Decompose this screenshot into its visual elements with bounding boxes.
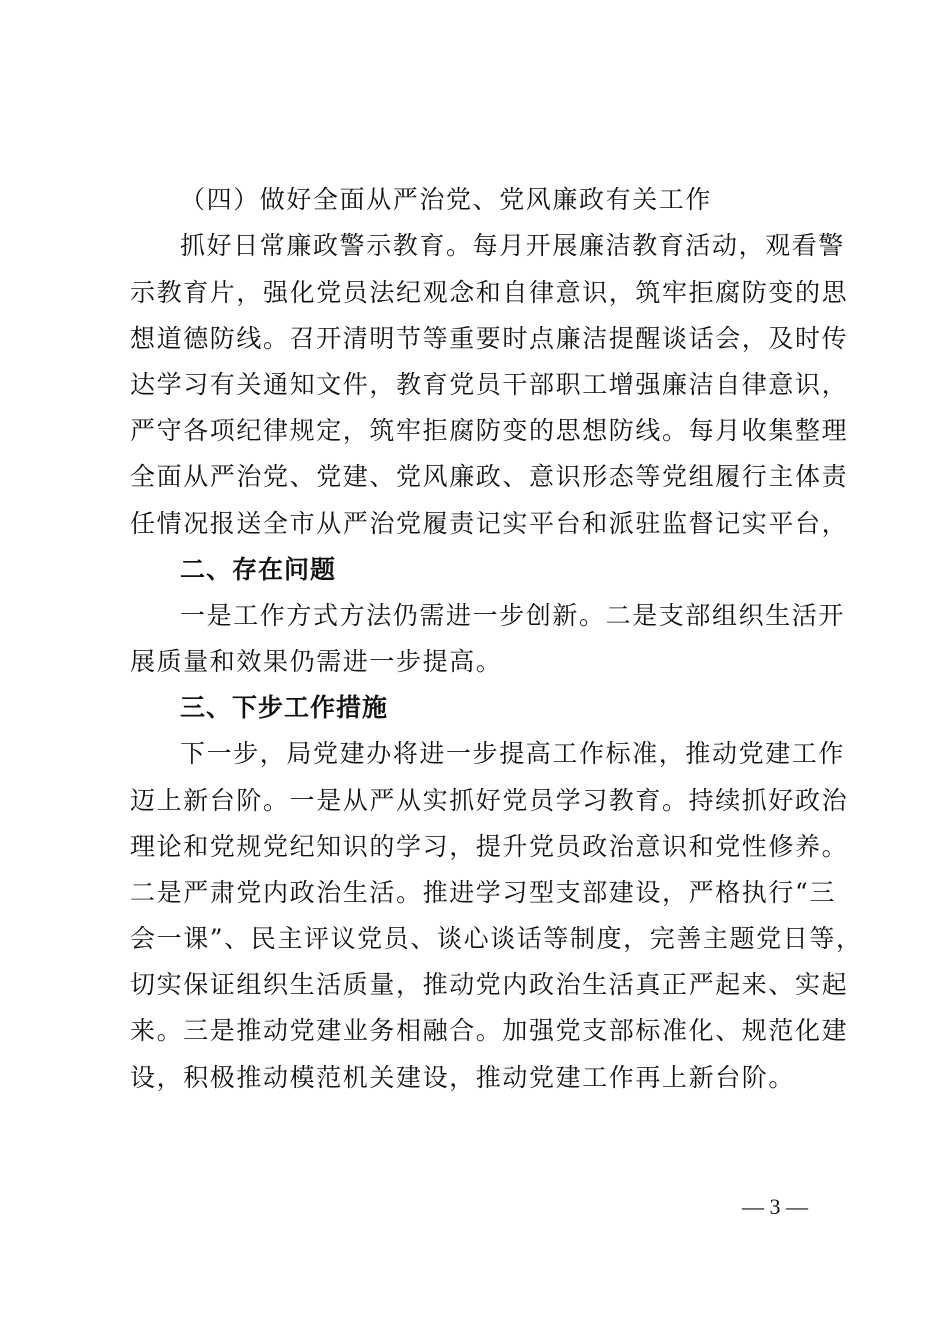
paragraph-line: 任情况报送全市从严治党履责记实平台和派驻监督记实平台， [130,509,849,538]
paragraph-line: 理论和党规党纪知识的学习，提升党员政治意识和党性修养。 [130,832,849,861]
paragraph-line: 严守各项纪律规定，筑牢拒腐防变的思想防线。每月收集整理 [130,416,849,445]
paragraph-line: 切实保证组织生活质量，推动党内政治生活真正严起来、实起 [130,970,849,999]
paragraph-line: 下一步，局党建办将进一步提高工作标准，推动党建工作 [180,739,846,768]
paragraph-line: 抓好日常廉政警示教育。每月开展廉洁教育活动，观看警 [180,231,846,260]
paragraph-line: 展质量和效果仍需进一步提高。 [130,647,503,676]
paragraph-line: 达学习有关通知文件，教育党员干部职工增强廉洁自律意识， [130,370,849,399]
paragraph-line: 一是工作方式方法仍需进一步创新。二是支部组织生活开 [180,601,846,630]
paragraph-line: 迈上新台阶。一是从严从实抓好党员学习教育。持续抓好政治 [130,786,849,815]
page-number: — 3 — [742,1194,808,1219]
paragraph-line: 示教育片，强化党员法纪观念和自律意识，筑牢拒腐防变的思 [130,278,849,307]
section-problems-heading: 二、存在问题 [180,555,337,584]
paragraph-line: 来。三是推动党建业务相融合。加强党支部标准化、规范化建 [130,1016,849,1045]
paragraph-line: 全面从严治党、党建、党风廉政、意识形态等党组履行主体责 [130,462,849,491]
section-4-heading: （四）做好全面从严治党、党风廉政有关工作 [180,185,713,214]
section-measures-heading: 三、下步工作措施 [180,693,389,722]
paragraph-line: 二是严肃党内政治生活。推进学习型支部建设，严格执行“三 [130,878,836,907]
paragraph-line: 会一课”、民主评议党员、谈心谈话等制度，完善主题党日等， [130,924,863,953]
paragraph-line: 设，积极推动模范机关建设，推动党建工作再上新台阶。 [130,1063,796,1092]
paragraph-line: 想道德防线。召开清明节等重要时点廉洁提醒谈话会，及时传 [130,324,849,353]
